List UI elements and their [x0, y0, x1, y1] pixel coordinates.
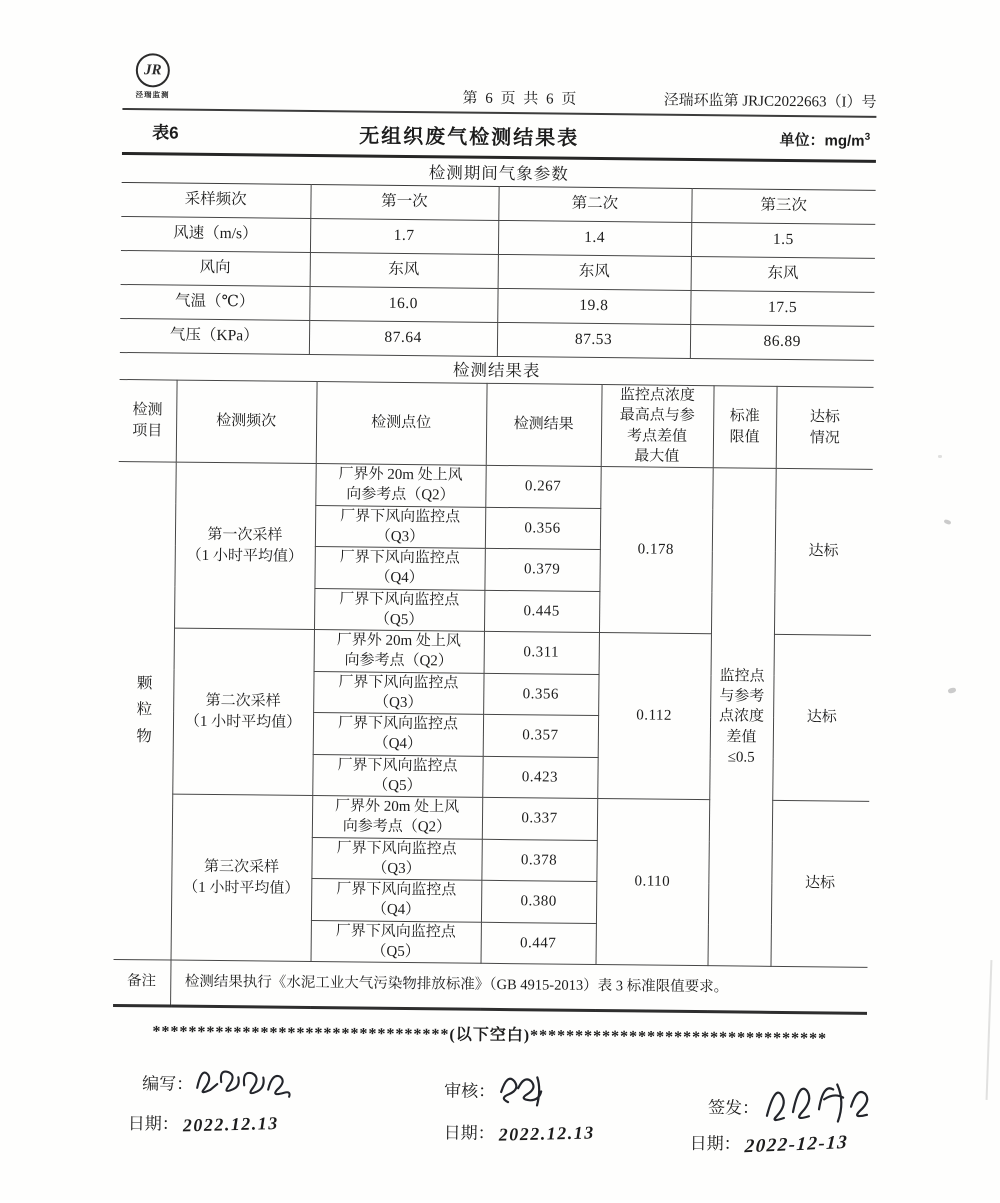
value-cell: 86.89	[690, 324, 874, 360]
logo-jr-icon	[136, 53, 170, 87]
row-label: 气温（℃）	[120, 284, 309, 320]
issuer-group	[708, 1075, 876, 1129]
scan-streak	[986, 960, 993, 1100]
value-cell: 87.64	[309, 320, 497, 356]
value-cell: 东风	[691, 256, 875, 292]
limit-cell: 监控点 与参考 点浓度 差值 ≤0.5	[707, 468, 775, 967]
value-cell: 0.379	[484, 548, 599, 591]
remark-row	[113, 959, 867, 1013]
unit-label	[779, 129, 870, 151]
handwritten-date: 2022-12-13	[744, 1131, 850, 1158]
max-diff-cell: 0.178	[599, 467, 713, 634]
col-header-result: 检测结果	[486, 383, 602, 466]
company-logo	[131, 53, 175, 100]
value-cell: 19.8	[497, 288, 690, 324]
writer-group	[142, 1059, 295, 1105]
value-cell: 0.357	[483, 714, 598, 757]
handwritten-signature	[493, 1067, 553, 1112]
point-cell: 厂界下风向监控点 （Q3）	[315, 505, 485, 548]
title-band	[122, 110, 876, 163]
row-label: 风速（m/s）	[121, 216, 310, 252]
handwritten-date: 2022.12.13	[182, 1113, 280, 1136]
row-label: 气压（KPa）	[120, 318, 309, 354]
weather-section-title: 检测期间气象参数	[428, 163, 569, 184]
value-cell: 17.5	[690, 290, 874, 326]
date-label: 日期：	[127, 1114, 179, 1134]
weather-header-cell: 采样频次	[121, 182, 310, 218]
weather-header-cell: 第三次	[691, 188, 875, 224]
reviewer-date-group	[444, 1118, 596, 1145]
date-label: 日期：	[689, 1133, 741, 1154]
value-cell: 东风	[498, 254, 691, 290]
scan-speckle	[938, 455, 942, 458]
value-cell: 16.0	[309, 286, 497, 322]
col-header-maxdiff: 监控点浓度 最高点与参 考点差值 最大值	[601, 385, 714, 468]
results-section-title: 检测结果表	[452, 360, 541, 381]
value-cell: 0.356	[485, 507, 600, 550]
issuer-date-group	[690, 1129, 849, 1157]
results-header-row	[119, 379, 874, 469]
weather-header-cell: 第一次	[310, 184, 498, 220]
frequency-cell: 第三次采样 （1 小时平均值）	[171, 794, 313, 961]
results-table	[113, 379, 874, 1015]
page-number: 第 6 页 共 6 页	[462, 90, 579, 108]
point-cell: 厂界下风向监控点 （Q5）	[311, 920, 481, 963]
col-header-compliance: 达标 情况	[776, 386, 874, 469]
col-header-limit: 标准 限值	[713, 386, 777, 469]
value-cell: 0.337	[482, 797, 597, 840]
point-cell: 厂界下风向监控点 （Q4）	[311, 879, 481, 922]
point-cell: 厂界下风向监控点 （Q4）	[314, 547, 484, 590]
compliance-cell: 达标	[774, 468, 873, 635]
value-cell: 0.423	[482, 756, 597, 799]
page-header	[122, 55, 877, 118]
value-cell: 0.378	[481, 839, 596, 882]
weather-table	[120, 182, 876, 361]
value-cell: 87.53	[497, 322, 690, 358]
logo-letters: JR	[143, 61, 162, 78]
point-cell: 厂界外 20m 处上风 向参考点（Q2）	[314, 630, 484, 673]
signature-block	[111, 1045, 867, 1203]
value-cell: 1.7	[310, 218, 498, 254]
writer-role-label: 编写：	[142, 1074, 194, 1094]
point-cell: 厂界外 20m 处上风 向参考点（Q2）	[312, 796, 482, 839]
report-number: 泾瑞环监第 JRJC2022663（I）号	[663, 92, 877, 111]
reviewer-group	[444, 1066, 553, 1111]
row-label: 风向	[121, 250, 310, 286]
report-content	[111, 55, 877, 1203]
remark-label: 备注	[113, 959, 170, 1006]
value-cell: 0.447	[481, 922, 596, 965]
scan-speckle	[947, 687, 956, 694]
date-label: 日期：	[443, 1123, 495, 1143]
col-header-point: 检测点位	[316, 382, 487, 466]
handwritten-signature	[191, 1060, 295, 1105]
item-cell: 颗 粒 物	[114, 461, 176, 960]
scan-speckle	[944, 519, 952, 525]
value-cell: 1.4	[498, 220, 691, 256]
value-cell: 0.356	[483, 673, 598, 716]
max-diff-cell: 0.112	[597, 633, 711, 800]
reviewer-role-label: 审核：	[444, 1081, 496, 1101]
compliance-cell: 达标	[772, 634, 871, 801]
handwritten-signature	[757, 1076, 876, 1129]
value-cell: 1.5	[691, 222, 875, 258]
value-cell: 0.311	[484, 631, 599, 674]
table-row	[118, 461, 872, 510]
value-cell: 0.445	[484, 590, 599, 633]
separator-line: *********************************(以下空白)*********************************	[152, 1023, 828, 1048]
frequency-cell: 第一次采样 （1 小时平均值）	[174, 462, 316, 629]
unit-prefix: 单位：mg/m	[779, 131, 865, 150]
report-title: 无组织废气检测结果表	[359, 125, 580, 150]
issuer-role-label: 签发：	[707, 1098, 760, 1118]
point-cell: 厂界外 20m 处上风 向参考点（Q2）	[315, 464, 485, 507]
unit-superscript: 3	[864, 131, 871, 143]
value-cell: 东风	[310, 252, 498, 288]
logo-caption: 泾瑞监测	[135, 90, 170, 100]
table-label: 表6	[152, 123, 179, 143]
col-header-item: 检测 项目	[119, 379, 177, 462]
point-cell: 厂界下风向监控点 （Q5）	[314, 588, 484, 631]
point-cell: 厂界下风向监控点 （Q4）	[313, 713, 483, 756]
point-cell: 厂界下风向监控点 （Q3）	[313, 671, 483, 714]
point-cell: 厂界下风向监控点 （Q5）	[312, 754, 482, 797]
frequency-cell: 第二次采样 （1 小时平均值）	[172, 628, 314, 795]
writer-date-group	[128, 1109, 280, 1136]
max-diff-cell: 0.110	[596, 799, 710, 966]
handwritten-date: 2022.12.13	[498, 1122, 596, 1145]
remark-text: 检测结果执行《水泥工业大气污染物排放标准》（GB 4915-2013）表 3 标准限值要求。	[170, 960, 867, 1013]
compliance-cell: 达标	[770, 800, 869, 967]
weather-header-cell: 第二次	[498, 186, 691, 222]
value-cell: 0.380	[481, 880, 596, 923]
value-cell: 0.267	[485, 465, 600, 508]
col-header-frequency: 检测频次	[176, 380, 317, 463]
point-cell: 厂界下风向监控点 （Q3）	[311, 837, 481, 880]
